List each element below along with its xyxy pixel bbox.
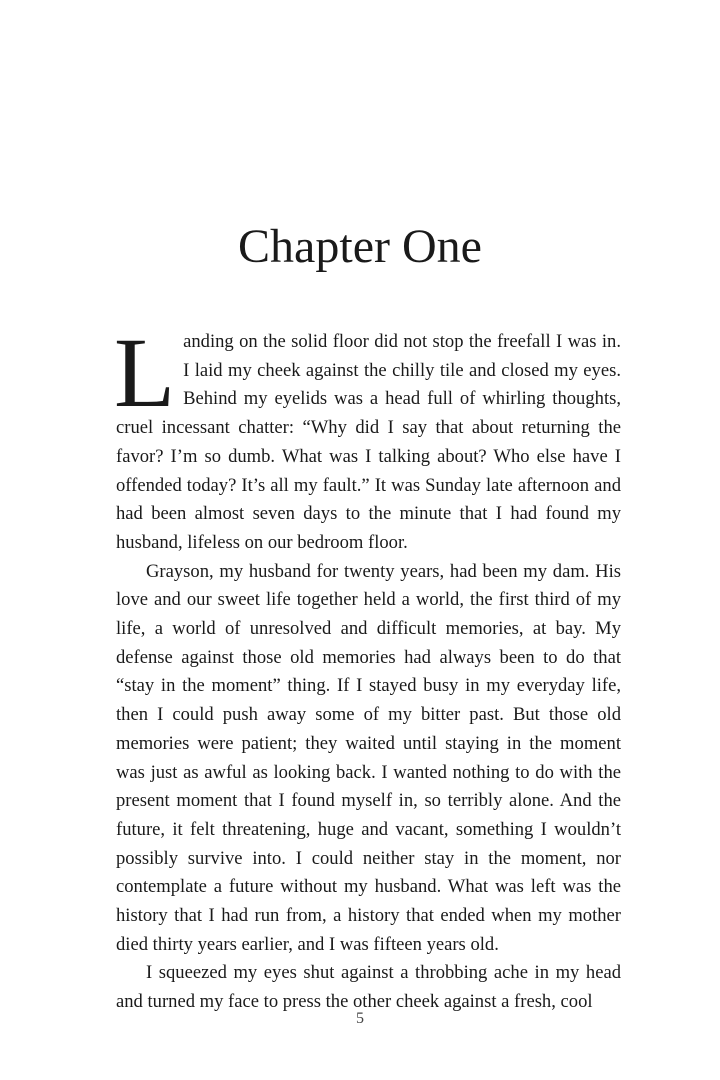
page-number: 5: [356, 1010, 364, 1027]
chapter-body-text: [114, 317, 621, 1017]
chapter-title: Chapter One: [238, 220, 482, 273]
drop-cap: L: [114, 317, 176, 428]
paragraph-1-text: anding on the solid floor did not stop the freefall I was in. I laid my cheek against the chilly tile and closed my eyes. Behind my eyelids was a head full of whirling thoughts, cruel incessant chatter: “Why did I say that about returning the favor? I’m so dumb. What was I talking about? Who else have I offended today? It’s all my fault.” It was Sunday late afternoon and had been almost seven days to the minute that I had found my husband, lifeless on our bedroom floor.: [116, 331, 621, 553]
paragraph-3: I squeezed my eyes shut against a throbbing ache in my head and turned my face to press the other cheek against a fresh, cool: [116, 962, 621, 1013]
paragraph-2: Grayson, my husband for twenty years, had been my dam. His love and our sweet life together held a world, the first third of my life, a world of unresolved and difficult memories, at bay. My defense against those old memories had always been to do that “stay in the moment” thing. If I stayed busy in my everyday life, then I could push away some of my bitter past. But those old memories were patient; they waited until staying in the moment was just as awful as looking back. I wanted nothing to do with the present moment that I found myself in, so terribly alone. And the future, it felt threatening, huge and vacant, something I wouldn’t possibly survive into. I could neither stay in the moment, nor contemplate a future without my husband. What was left was the history that I had run from, a history that ended when my mother died thirty years earlier, and I was fifteen years old.: [116, 560, 621, 955]
paragraph-1: [114, 317, 621, 558]
